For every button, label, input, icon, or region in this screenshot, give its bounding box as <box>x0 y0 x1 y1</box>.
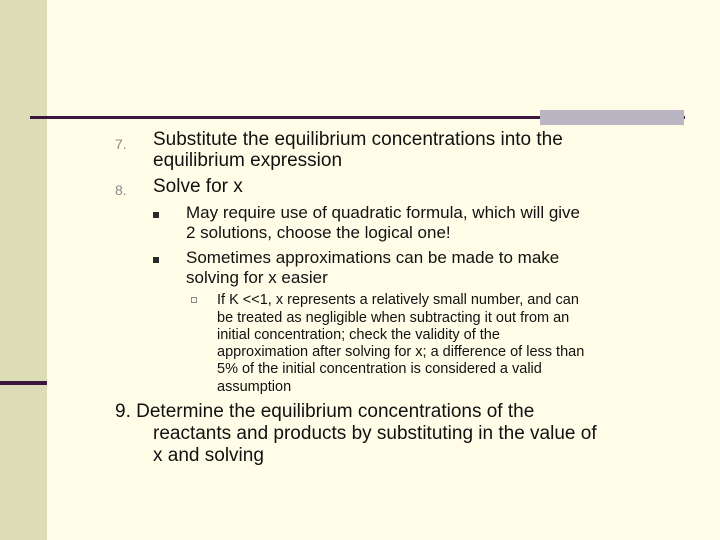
list-item-text-line: Solve for x <box>153 176 243 197</box>
bullet-text-line: 2 solutions, choose the logical one! <box>186 223 451 242</box>
sub-bullet-text-line: If K <<1, x represents a relatively small number, and can <box>217 292 579 308</box>
left-accent-rule <box>0 381 47 385</box>
list-item-text-line: equilibrium expression <box>153 150 343 171</box>
list-number: 7. <box>115 136 127 152</box>
list-number: 8. <box>115 182 127 198</box>
bullet-text-line: May require use of quadratic formula, which will give <box>186 203 581 222</box>
sub-bullet-text-line: initial concentration; check the validity of the <box>217 327 500 343</box>
title-accent-block <box>540 110 684 125</box>
list-item-text-line: 9. Determine the equilibrium concentrations of the <box>115 401 535 422</box>
sub-bullet-text-line: assumption <box>217 379 292 395</box>
sub-bullet-text-line: be treated as negligible when subtracting it out from an <box>217 310 570 326</box>
bullet-text-line: solving for x easier <box>186 268 328 287</box>
list-item-text-line: Substitute the equilibrium concentrations into the <box>153 129 563 150</box>
sub-bullet-text-line: 5% of the initial concentration is considered a valid <box>217 361 542 377</box>
bullet-square-icon <box>153 212 159 218</box>
list-item-text-line: reactants and products by substituting in the value of <box>153 423 597 444</box>
left-accent-bar <box>0 0 47 540</box>
sub-bullet-square-icon <box>191 297 197 303</box>
list-item-text-line: x and solving <box>153 445 264 466</box>
sub-bullet-text-line: approximation after solving for x; a difference of less than <box>217 344 585 360</box>
bullet-square-icon <box>153 257 159 263</box>
bullet-text-line: Sometimes approximations can be made to make <box>186 248 560 267</box>
